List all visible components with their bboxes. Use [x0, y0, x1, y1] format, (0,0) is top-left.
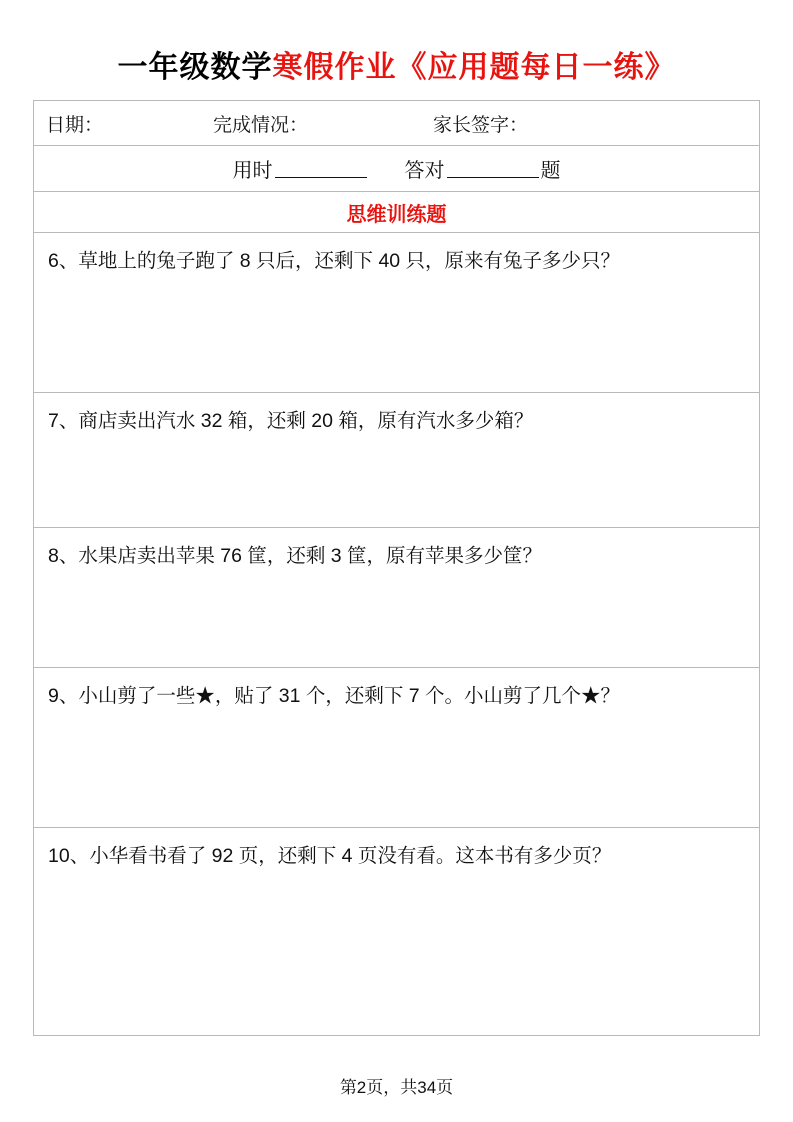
page-title-subject: 寒假作业《应用题每日一练》	[272, 51, 676, 84]
date-label: 日期：	[46, 114, 104, 136]
problem-text: 9、小山剪了一些★，贴了 31 个，还剩下 7 个。小山剪了几个★？	[48, 685, 621, 707]
section-heading: 思维训练题	[34, 192, 759, 233]
problem-text: 8、水果店卖出苹果 76 筐，还剩 3 筐，原有苹果多少筐？	[48, 545, 543, 567]
problem-text: 6、草地上的兔子跑了 8 只后，还剩下 40 只，原来有兔子多少只？	[48, 250, 621, 272]
page-footer: 第2页，共34页	[339, 1078, 454, 1097]
completion-status-label: 完成情况：	[213, 114, 309, 136]
time-row	[34, 146, 759, 192]
question-unit-label: 题	[540, 160, 561, 182]
page-title-grade: 一年级数学	[117, 51, 273, 84]
problem-text: 7、商店卖出汽水 32 箱，还剩 20 箱，原有汽水多少箱？	[48, 410, 534, 432]
worksheet-table	[33, 100, 760, 1036]
correct-count-blank	[447, 159, 539, 178]
problem-item	[34, 528, 759, 668]
problem-item	[34, 393, 759, 528]
problem-item	[34, 668, 759, 828]
parent-signature-label: 家长签字：	[433, 114, 529, 136]
time-used-label: 用时	[232, 160, 273, 182]
page-title	[0, 0, 793, 100]
info-row	[34, 101, 759, 146]
problem-text: 10、小华看书看了 92 页，还剩下 4 页没有看。这本书有多少页？	[48, 845, 612, 867]
time-used-blank	[275, 159, 367, 178]
correct-count-label: 答对	[404, 160, 445, 182]
problem-item	[34, 233, 759, 393]
problem-item	[34, 828, 759, 1036]
